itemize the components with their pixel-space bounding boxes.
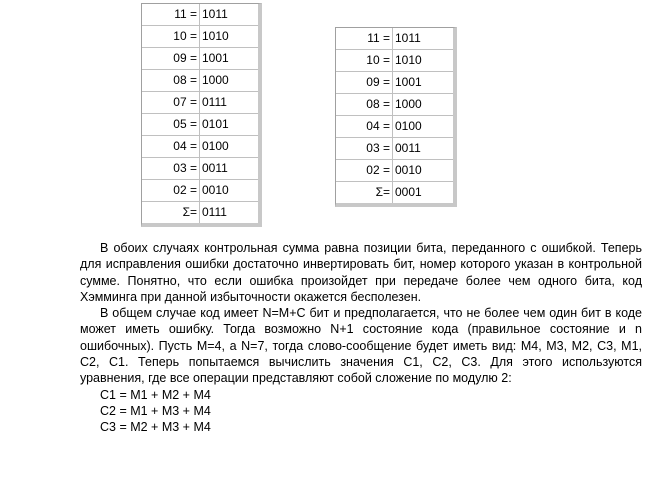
table-row — [142, 70, 258, 92]
binary-value-cell: 0101 — [200, 114, 259, 136]
binary-value-cell: 1001 — [200, 48, 259, 70]
bit-position-cell: 09 = — [142, 48, 200, 70]
table-row — [336, 94, 453, 116]
binary-value-cell: 0011 — [393, 138, 454, 160]
bit-position-cell: 03 = — [142, 158, 200, 180]
bit-position-cell: 02 = — [142, 180, 200, 202]
bit-position-cell: 08 = — [336, 94, 393, 116]
table-row — [336, 50, 453, 72]
table-row — [142, 158, 258, 180]
paragraph-2: В общем случае код имеет N=M+C бит и предполагается, что не более чем один бит в коде может иметь ошибку. Тогда возможно N+1 состояние кода (правильное состояние и n ошибочных). Пусть M=4, а N=7, тогда слово-сообщение будет иметь вид: M4, M3, M2, C3, M1, C2, C1. Теперь попытаемся вычислить значения C1, C2, C3. Для этого используются уравнения, где все операции представляют собой сложение по модулю 2: — [80, 306, 642, 386]
table-row — [142, 136, 258, 158]
table-row — [142, 114, 258, 136]
bit-position-cell: 04 = — [142, 136, 200, 158]
equation-c3: C3 = M2 + M3 + M4 — [100, 420, 211, 435]
binary-value-cell: 1001 — [393, 72, 454, 94]
bit-position-cell: 03 = — [336, 138, 393, 160]
table-row — [142, 92, 258, 114]
binary-value-cell: 0111 — [202, 205, 227, 219]
bit-position-cell: 07 = — [142, 92, 200, 114]
checksum-table-2 — [335, 27, 457, 207]
paragraph-1: В обоих случаях контрольная сумма равна позиции бита, переданного с ошибкой. Теперь для исправления ошибки достаточно инвертировать бит, номер которого указан в контрольной сумме. Понятно, что если ошибка произойдет при передаче более чем одного бита, код Хэмминга при данной избыточности окажется бесполезен. — [80, 241, 642, 304]
binary-value-cell: 0011 — [200, 158, 259, 180]
binary-value-cell: 1010 — [200, 26, 259, 48]
binary-value-cell: 0010 — [393, 160, 454, 182]
binary-value-cell: 0100 — [200, 136, 259, 158]
bit-position-cell: 10 = — [336, 50, 393, 72]
binary-value-cell: 1011 — [200, 4, 259, 26]
binary-value-cell: 0100 — [393, 116, 454, 138]
bit-position-cell: 08 = — [142, 70, 200, 92]
bit-position-cell: Σ= — [336, 182, 393, 204]
table-row — [336, 182, 453, 204]
bit-position-cell: 05 = — [142, 114, 200, 136]
table-row — [336, 116, 453, 138]
binary-value-cell: 1000 — [200, 70, 259, 92]
equation-c2: C2 = M1 + M3 + M4 — [100, 403, 211, 418]
binary-value-cell: 0001 — [395, 185, 422, 199]
table-row — [142, 48, 258, 70]
table-row — [336, 138, 453, 160]
bit-position-cell: 10 = — [142, 26, 200, 48]
binary-value-cell: 0111 — [200, 92, 259, 114]
table-row — [142, 26, 258, 48]
bit-position-cell: 02 = — [336, 160, 393, 182]
body-text — [80, 240, 642, 436]
bit-position-cell: Σ= — [142, 202, 200, 224]
bit-position-cell: 09 = — [336, 72, 393, 94]
binary-value-cell: 1010 — [393, 50, 454, 72]
bit-position-cell: 04 = — [336, 116, 393, 138]
table-row — [142, 180, 258, 202]
binary-value-cell: 0010 — [200, 180, 259, 202]
table-row — [142, 202, 258, 224]
binary-value-cell: 1011 — [393, 28, 454, 50]
table-row — [336, 160, 453, 182]
binary-value-cell: 1000 — [393, 94, 454, 116]
checksum-table-1-body — [142, 4, 258, 223]
table-row — [142, 4, 258, 26]
table-row — [336, 72, 453, 94]
table-row — [336, 28, 453, 50]
equation-c1: C1 = M1 + M2 + M4 — [100, 387, 211, 402]
checksum-table-2-body — [336, 28, 453, 203]
checksum-table-1 — [141, 3, 262, 227]
bit-position-cell: 11 = — [336, 28, 393, 50]
bit-position-cell: 11 = — [142, 4, 200, 26]
